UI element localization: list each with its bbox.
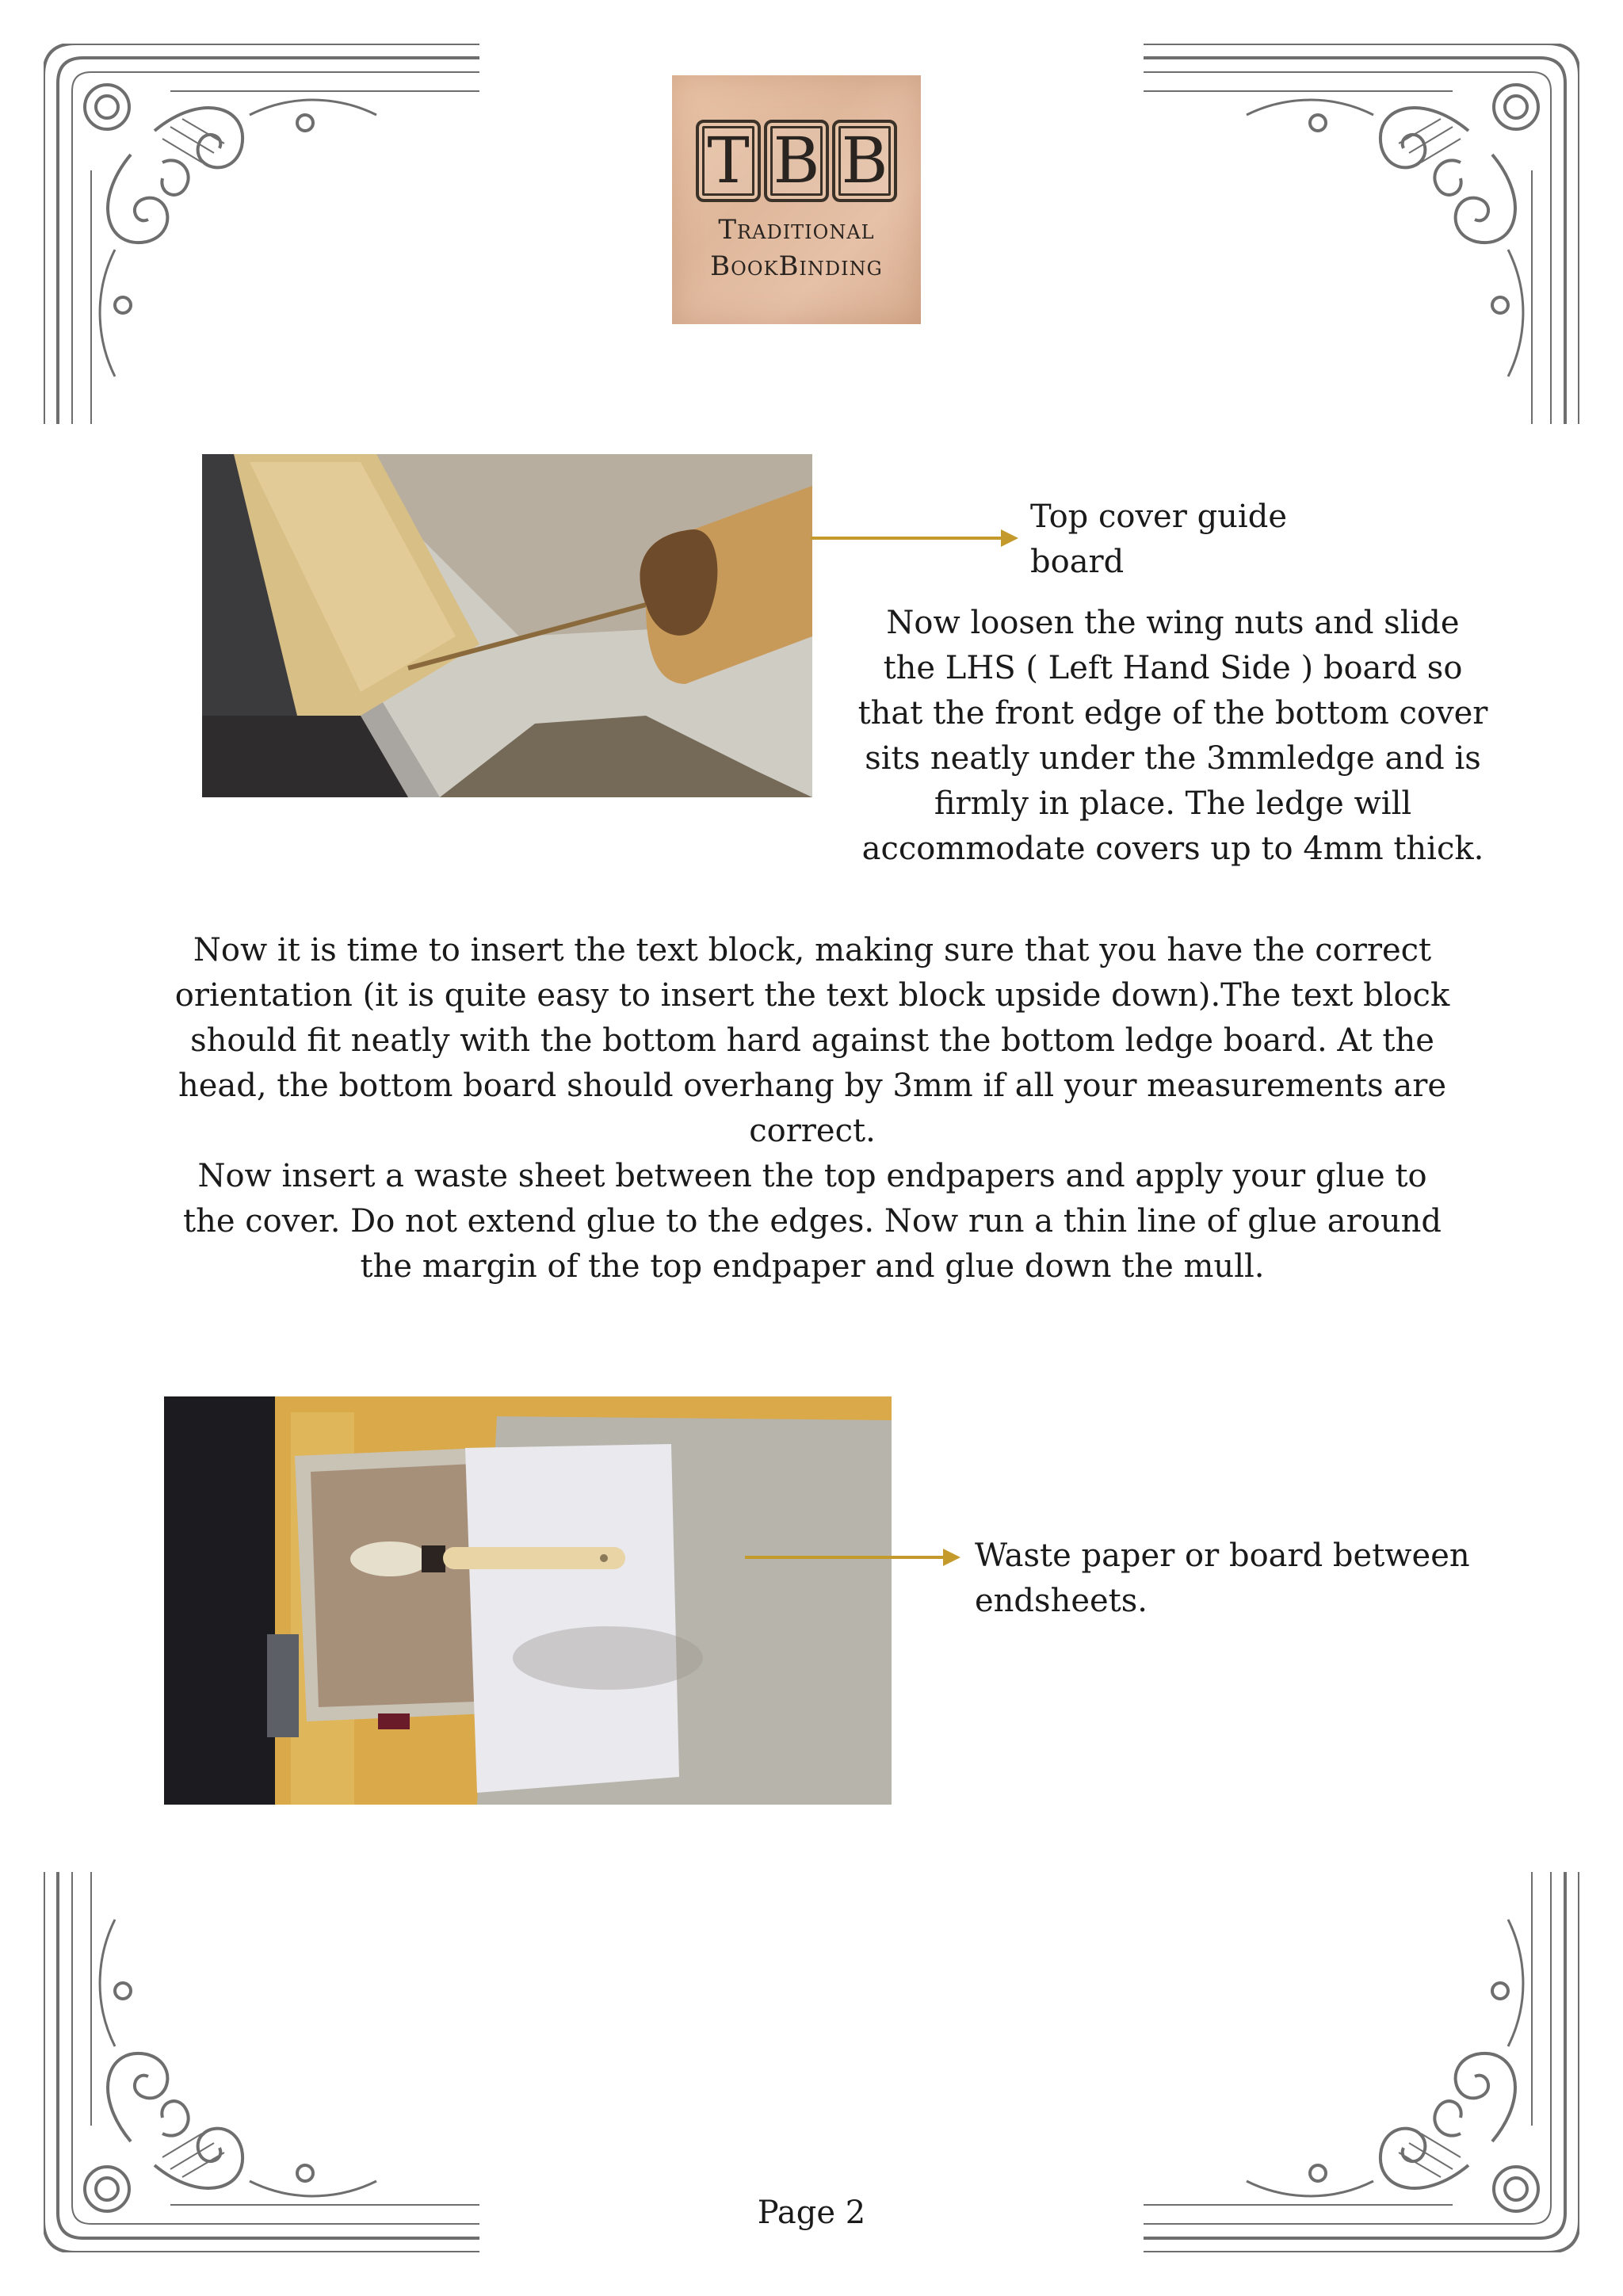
- corner-ornament-graphic: [44, 44, 479, 440]
- arrow-icon: [745, 1544, 960, 1571]
- corner-ornament-graphic: [1144, 1856, 1579, 2252]
- logo-line-bookbinding: BookBinding: [710, 250, 883, 282]
- paragraph-loosen-wing-nuts: Now loosen the wing nuts and slide the LHS ( Left Hand Side ) board so that the front edge of the bottom cover sits neatly under the 3mmledge and is firmly in place. The ledge will accommodate covers up to 4mm thick.: [857, 605, 1488, 867]
- logo-letter: T: [696, 120, 761, 202]
- tbb-logo: [672, 75, 921, 324]
- paragraph-waste-sheet: Now insert a waste sheet between the top endpapers and apply your glue to the cover. Do not extend glue to the edges. Now run a thin line of glue around the margin of the top endpaper and glue down the mull.: [183, 1158, 1442, 1285]
- logo-line-traditional: Traditional: [718, 214, 875, 246]
- logo-letter: B: [764, 120, 829, 202]
- ornamental-corner-icon: [44, 1856, 479, 2252]
- ornamental-corner-icon: [44, 44, 479, 440]
- caption-top-cover-guide-board: Top cover guide board: [1030, 499, 1288, 580]
- photo-waste-paper: [164, 1396, 892, 1805]
- caption-waste-paper: Waste paper or board between endsheets.: [975, 1538, 1470, 1619]
- arrow-icon: [811, 525, 1018, 552]
- page-number: Page 2: [757, 2195, 866, 2231]
- logo-letter: B: [832, 120, 897, 202]
- corner-ornament-graphic: [1144, 44, 1579, 440]
- ornamental-corner-icon: [1144, 44, 1579, 440]
- logo-letters: [672, 120, 921, 202]
- corner-ornament-graphic: [44, 1856, 479, 2252]
- ornamental-corner-icon: [1144, 1856, 1579, 2252]
- photo-guide-board: [202, 454, 812, 797]
- paragraph-insert-text-block: Now it is time to insert the text block, making sure that you have the correct orientation (it is quite easy to insert the text block upside down).The text block should fit neatly with the bottom hard against the bottom ledge board. At the head, the bottom board should overhang by 3mm if all your measurements are correct.: [174, 932, 1450, 1149]
